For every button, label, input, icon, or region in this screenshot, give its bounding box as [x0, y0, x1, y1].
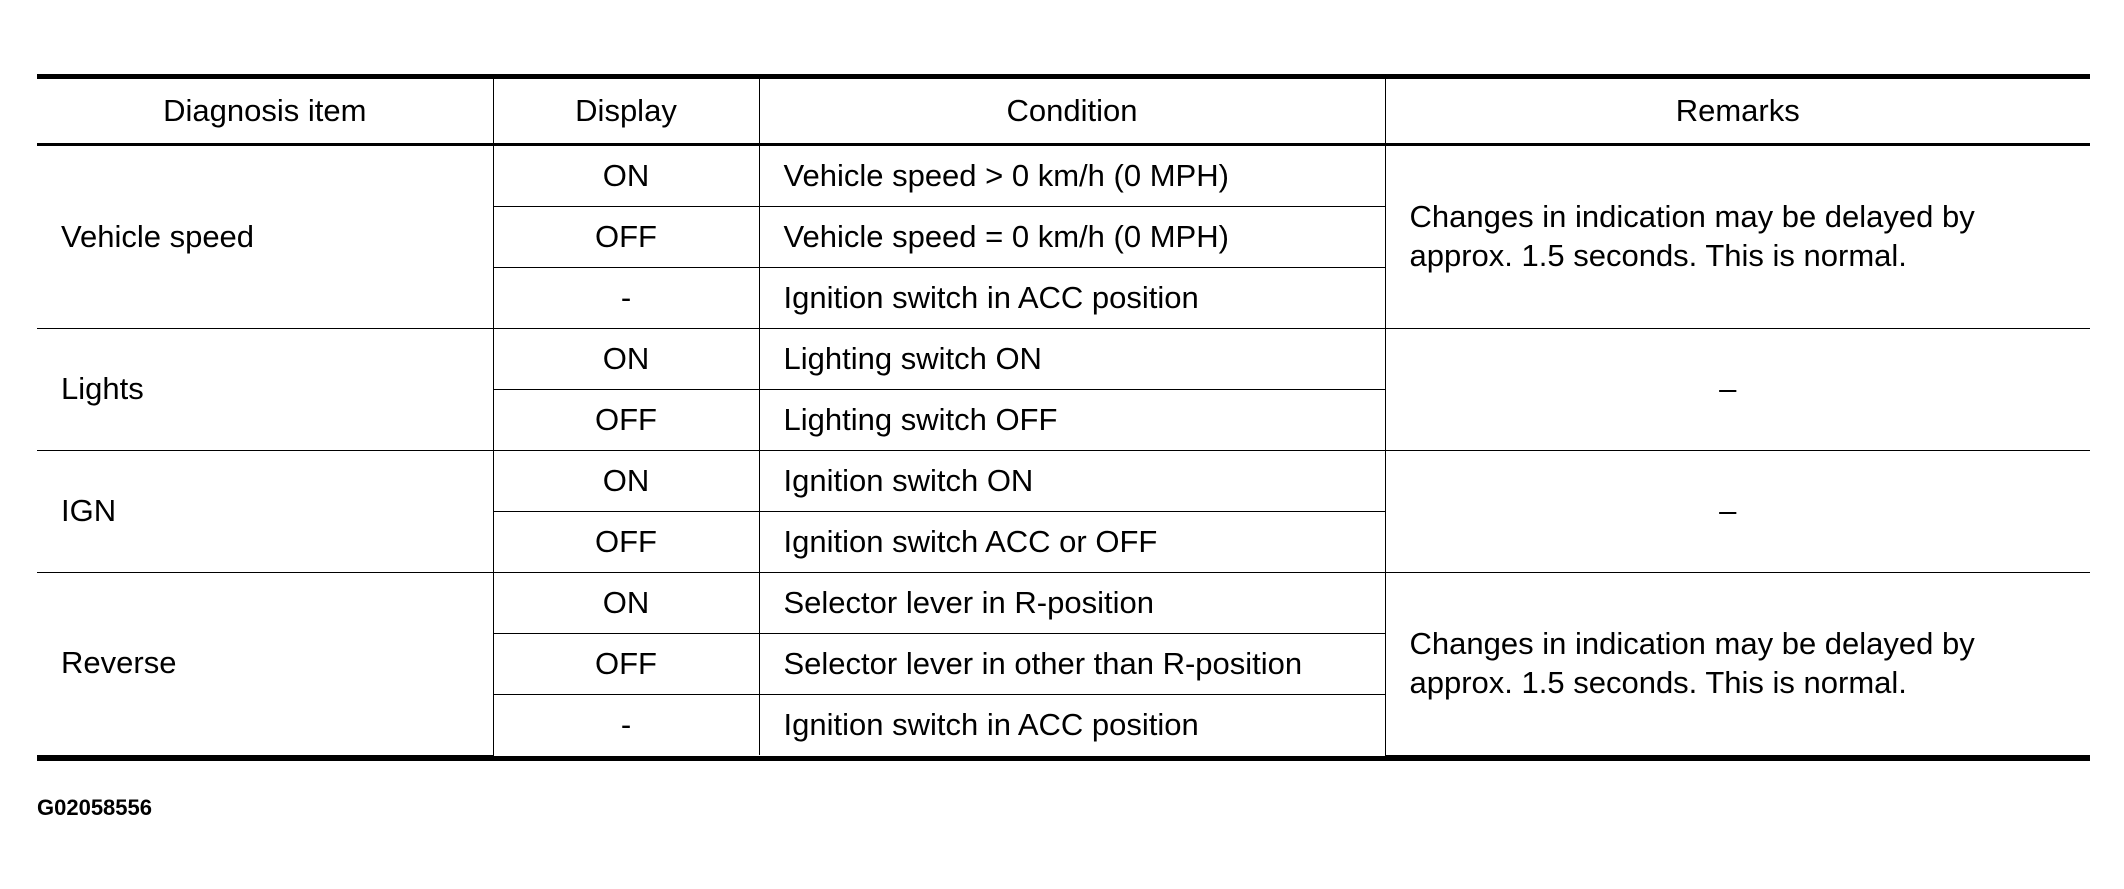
header-condition: Condition	[759, 79, 1385, 145]
condition-text: Ignition switch ON	[759, 451, 1385, 512]
table-row	[37, 145, 2090, 207]
remarks-ign: –	[1385, 451, 2090, 573]
table-row	[37, 451, 2090, 512]
condition-text: Ignition switch ACC or OFF	[759, 512, 1385, 573]
display-value: -	[493, 695, 759, 756]
diagnosis-item-ign: IGN	[37, 451, 493, 573]
condition-text: Ignition switch in ACC position	[759, 695, 1385, 756]
figure-id: G02058556	[37, 795, 152, 820]
header-display: Display	[493, 79, 759, 145]
diagnosis-item-reverse: Reverse	[37, 573, 493, 756]
condition-text: Lighting switch ON	[759, 329, 1385, 390]
display-value: OFF	[493, 390, 759, 451]
header-diagnosis-item: Diagnosis item	[37, 79, 493, 145]
condition-text: Lighting switch OFF	[759, 390, 1385, 451]
display-value: ON	[493, 145, 759, 207]
display-value: ON	[493, 451, 759, 512]
condition-text: Ignition switch in ACC position	[759, 268, 1385, 329]
display-value: OFF	[493, 207, 759, 268]
display-value: OFF	[493, 634, 759, 695]
condition-text: Selector lever in other than R-position	[759, 634, 1385, 695]
diagnosis-item-vehicle-speed: Vehicle speed	[37, 145, 493, 329]
display-value: OFF	[493, 512, 759, 573]
table-header-row	[37, 79, 2090, 145]
display-value: ON	[493, 573, 759, 634]
diagnosis-table-container	[37, 74, 2090, 761]
table-row	[37, 329, 2090, 390]
header-remarks: Remarks	[1385, 79, 2090, 145]
remarks-vehicle-speed: Changes in indication may be delayed by approx. 1.5 seconds. This is normal.	[1385, 145, 2090, 329]
diagnosis-table	[37, 79, 2090, 756]
remarks-lights: –	[1385, 329, 2090, 451]
condition-text: Selector lever in R-position	[759, 573, 1385, 634]
condition-text: Vehicle speed = 0 km/h (0 MPH)	[759, 207, 1385, 268]
display-value: -	[493, 268, 759, 329]
condition-text: Vehicle speed > 0 km/h (0 MPH)	[759, 145, 1385, 207]
display-value: ON	[493, 329, 759, 390]
diagnosis-item-lights: Lights	[37, 329, 493, 451]
table-row	[37, 573, 2090, 634]
remarks-reverse: Changes in indication may be delayed by approx. 1.5 seconds. This is normal.	[1385, 573, 2090, 756]
